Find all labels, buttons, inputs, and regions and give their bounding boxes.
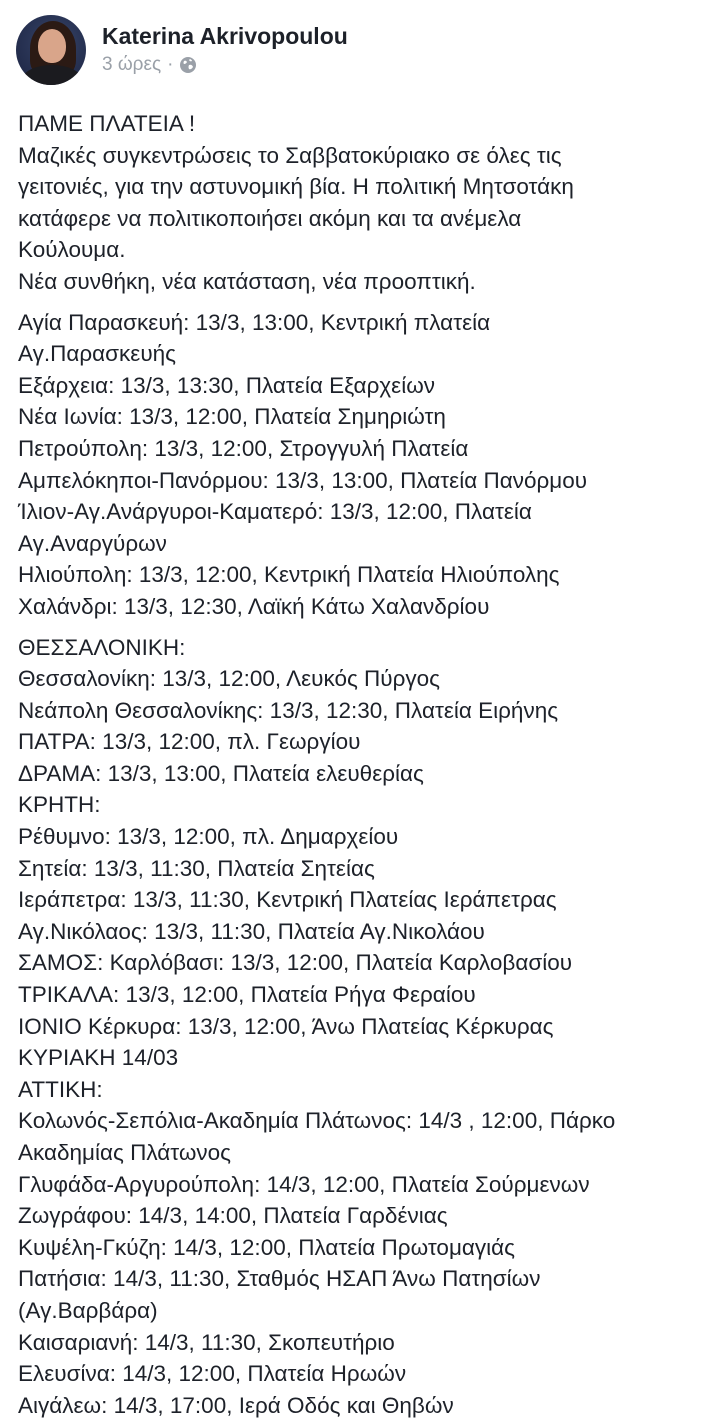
event-line: Γλυφάδα-Αργυρούπολη: 14/3, 12:00, Πλατεία Σούρμενων: [18, 1169, 708, 1201]
event-line: Εξάρχεια: 13/3, 13:30, Πλατεία Εξαρχείων: [18, 370, 708, 402]
event-line: Αγ.Αναργύρων: [18, 528, 708, 560]
text-line: Μαζικές συγκεντρώσεις το Σαββατοκύριακο σε όλες τις: [18, 140, 708, 172]
intro-paragraph: [18, 108, 708, 298]
event-line: Ελευσίνα: 14/3, 12:00, Πλατεία Ηρωών: [18, 1358, 708, 1390]
text-line: ΠΑΜΕ ΠΛΑΤΕΙΑ !: [18, 108, 708, 140]
event-line: ΚΥΡΙΑΚΗ 14/03: [18, 1042, 708, 1074]
event-line: Αμπελόκηποι-Πανόρμου: 13/3, 13:00, Πλατεία Πανόρμου: [18, 465, 708, 497]
event-line: ΚΡΗΤΗ:: [18, 789, 708, 821]
post-meta: [102, 22, 348, 78]
athens-saturday-list: [18, 307, 708, 623]
event-line: ΘΕΣΣΑΛΟΝΙΚΗ:: [18, 632, 708, 664]
post-subline: [102, 52, 348, 78]
event-line: Ζωγράφου: 14/3, 14:00, Πλατεία Γαρδένιας: [18, 1200, 708, 1232]
text-line: γειτονιές, για την αστυνομική βία. Η πολιτική Μητσοτάκη: [18, 171, 708, 203]
text-line: Νέα συνθήκη, νέα κατάσταση, νέα προοπτική.: [18, 266, 708, 298]
event-line: Αγ.Παρασκευής: [18, 338, 708, 370]
event-line: Κολωνός-Σεπόλια-Ακαδημία Πλάτωνος: 14/3 , 12:00, Πάρκο: [18, 1105, 708, 1137]
text-line: Κούλουμα.: [18, 234, 708, 266]
event-line: ΤΡΙΚΑΛΑ: 13/3, 12:00, Πλατεία Ρήγα Φεραίου: [18, 979, 708, 1011]
author-name[interactable]: Katerina Akrivopoulou: [102, 22, 348, 50]
event-line: Πετρούπολη: 13/3, 12:00, Στρογγυλή Πλατεία: [18, 433, 708, 465]
post-body: [18, 108, 708, 1421]
event-line: Θεσσαλονίκη: 13/3, 12:00, Λευκός Πύργος: [18, 663, 708, 695]
event-line: ΣΑΜΟΣ: Καρλόβασι: 13/3, 12:00, Πλατεία Καρλοβασίου: [18, 947, 708, 979]
event-line: Ακαδημίας Πλάτωνος: [18, 1137, 708, 1169]
event-line: ΙΟΝΙΟ Κέρκυρα: 13/3, 12:00, Άνω Πλατείας Κέρκυρας: [18, 1011, 708, 1043]
event-line: Χαλάνδρι: 13/3, 12:30, Λαϊκή Κάτω Χαλανδρίου: [18, 591, 708, 623]
event-line: Αιγάλεω: 14/3, 17:00, Ιερά Οδός και Θηβών: [18, 1390, 708, 1421]
text-line: κατάφερε να πολιτικοποιήσει ακόμη και τα ανέμελα: [18, 203, 708, 235]
separator-dot: ·: [167, 52, 173, 78]
event-line: Πατήσια: 14/3, 11:30, Σταθμός ΗΣΑΠ Άνω Πατησίων: [18, 1263, 708, 1295]
event-line: Ρέθυμνο: 13/3, 12:00, πλ. Δημαρχείου: [18, 821, 708, 853]
event-line: Αγ.Νικόλαος: 13/3, 11:30, Πλατεία Αγ.Νικολάου: [18, 916, 708, 948]
event-line: Καισαριανή: 14/3, 11:30, Σκοπευτήριο: [18, 1327, 708, 1359]
event-line: Ηλιούπολη: 13/3, 12:00, Κεντρική Πλατεία Ηλιούπολης: [18, 559, 708, 591]
event-line: ΑΤΤΙΚΗ:: [18, 1074, 708, 1106]
globe-icon: [179, 56, 197, 74]
event-line: Ιεράπετρα: 13/3, 11:30, Κεντρική Πλατείας Ιεράπετρας: [18, 884, 708, 916]
event-line: Αγία Παρασκευή: 13/3, 13:00, Κεντρική πλατεία: [18, 307, 708, 339]
event-line: Νεάπολη Θεσσαλονίκης: 13/3, 12:30, Πλατεία Ειρήνης: [18, 695, 708, 727]
post-header: [16, 14, 348, 86]
event-line: Κυψέλη-Γκύζη: 14/3, 12:00, Πλατεία Πρωτομαγιάς: [18, 1232, 708, 1264]
event-line: ΠΑΤΡΑ: 13/3, 12:00, πλ. Γεωργίου: [18, 726, 708, 758]
regions-list: [18, 632, 708, 1421]
event-line: ΔΡΑΜΑ: 13/3, 13:00, Πλατεία ελευθερίας: [18, 758, 708, 790]
event-line: Σητεία: 13/3, 11:30, Πλατεία Σητείας: [18, 853, 708, 885]
event-line: Νέα Ιωνία: 13/3, 12:00, Πλατεία Σημηριώτη: [18, 401, 708, 433]
event-line: Ίλιον-Αγ.Ανάργυροι-Καματερό: 13/3, 12:00, Πλατεία: [18, 496, 708, 528]
post-time[interactable]: 3 ώρες: [102, 52, 161, 78]
event-line: (Αγ.Βαρβάρα): [18, 1295, 708, 1327]
avatar[interactable]: [16, 15, 86, 85]
